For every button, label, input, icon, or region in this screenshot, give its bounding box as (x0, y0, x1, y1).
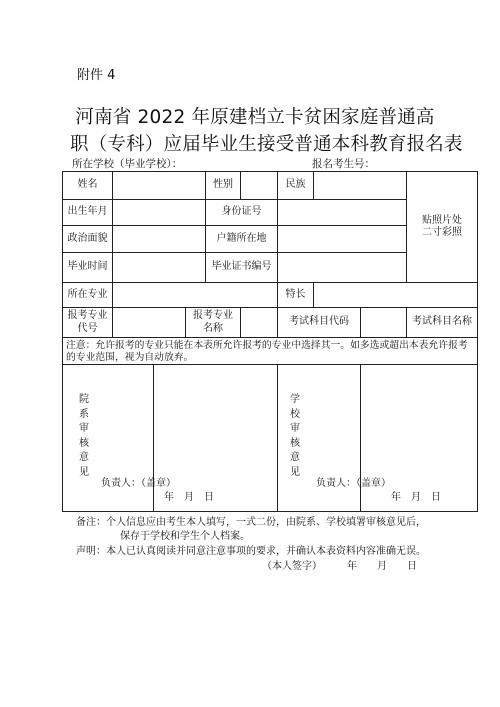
gender-field[interactable] (241, 172, 278, 200)
school-review-area[interactable] (361, 365, 478, 512)
photo-area[interactable] (407, 172, 478, 283)
major-label: 所在专业 (63, 283, 113, 308)
political-field[interactable] (113, 226, 206, 253)
dept-review-label-cell (63, 365, 176, 512)
school-sign-label: 负责人：（盖章） (316, 478, 392, 490)
hukou-field[interactable] (278, 226, 407, 253)
dept-sign-label: 负责人：（盖章） (101, 478, 176, 490)
apply-code-field[interactable] (113, 308, 186, 338)
apply-code-label: 报考专业代号 (63, 308, 113, 338)
hukou-label: 户籍所在地 (206, 226, 278, 253)
form-title-line1: 河南省 2022 年原建档立卡贫困家庭普通高 (75, 107, 435, 128)
photo-label-line2: 二寸彩照 (422, 227, 463, 238)
school-date: 年 月 日 (391, 492, 442, 504)
grad-time-field[interactable] (113, 253, 206, 283)
dept-review-label: 院 系 审 核 意 见 (79, 394, 89, 478)
major-field[interactable] (113, 283, 278, 308)
form-title-line2: 职（专科）应届毕业生接受普通本科教育报名表 (70, 134, 463, 155)
attachment-label: 附件 4 (77, 68, 116, 83)
exam-code-field[interactable] (361, 308, 407, 338)
apply-name-label: 报考专业名称 (186, 308, 241, 338)
dept-date: 年 月 日 (164, 492, 214, 504)
cert-number-label: 毕业证书编号 (206, 253, 278, 283)
exam-name-label: 考试科目名称 (407, 308, 478, 338)
grad-time-label: 毕业时间 (63, 253, 113, 283)
footer-note-line2: 保存于学校和学生个人档案。 (120, 531, 250, 542)
cert-number-field[interactable] (278, 253, 407, 283)
school-label: 所在学校（毕业学校）： (72, 158, 183, 170)
registration-form-table (62, 171, 478, 512)
note-text: 注意：允许报考的专业只能在本表所允许报考的专业中选择其一。如多选或超出本表允许报考的专业范围，视为自动放弃。 (63, 338, 478, 365)
declaration-text: 声明：本人已认真阅读并同意注意事项的要求，并确认本表资料内容准确无误。 (76, 546, 426, 557)
photo-label-line1: 贴照片处 (422, 214, 463, 226)
birth-field[interactable] (113, 200, 206, 226)
specialty-field[interactable] (314, 283, 478, 308)
name-label: 姓名 (63, 172, 113, 200)
id-number-label: 身份证号 (206, 200, 278, 226)
exam-code-label: 考试科目代码 (278, 308, 361, 338)
signature-line: （本人签字） 年 月 日 (262, 561, 417, 572)
birth-label: 出生年月 (63, 200, 113, 226)
gender-label: 性别 (206, 172, 241, 200)
political-label: 政治面貌 (63, 226, 113, 253)
name-field[interactable] (113, 172, 206, 200)
ethnicity-label: 民族 (278, 172, 314, 200)
school-review-label: 学 校 审 核 意 见 (290, 394, 301, 478)
specialty-label: 特长 (278, 283, 314, 308)
footer-note-line1: 备注：个人信息应由考生本人填写，一式二份，由院系、学校填署审核意见后， (76, 517, 426, 528)
dept-review-area[interactable] (154, 365, 278, 512)
apply-name-field[interactable] (241, 308, 278, 338)
exam-number-label: 报名考生号： (312, 158, 375, 170)
ethnicity-field[interactable] (314, 172, 407, 200)
school-review-label-cell (278, 365, 392, 512)
id-number-field[interactable] (278, 200, 407, 226)
